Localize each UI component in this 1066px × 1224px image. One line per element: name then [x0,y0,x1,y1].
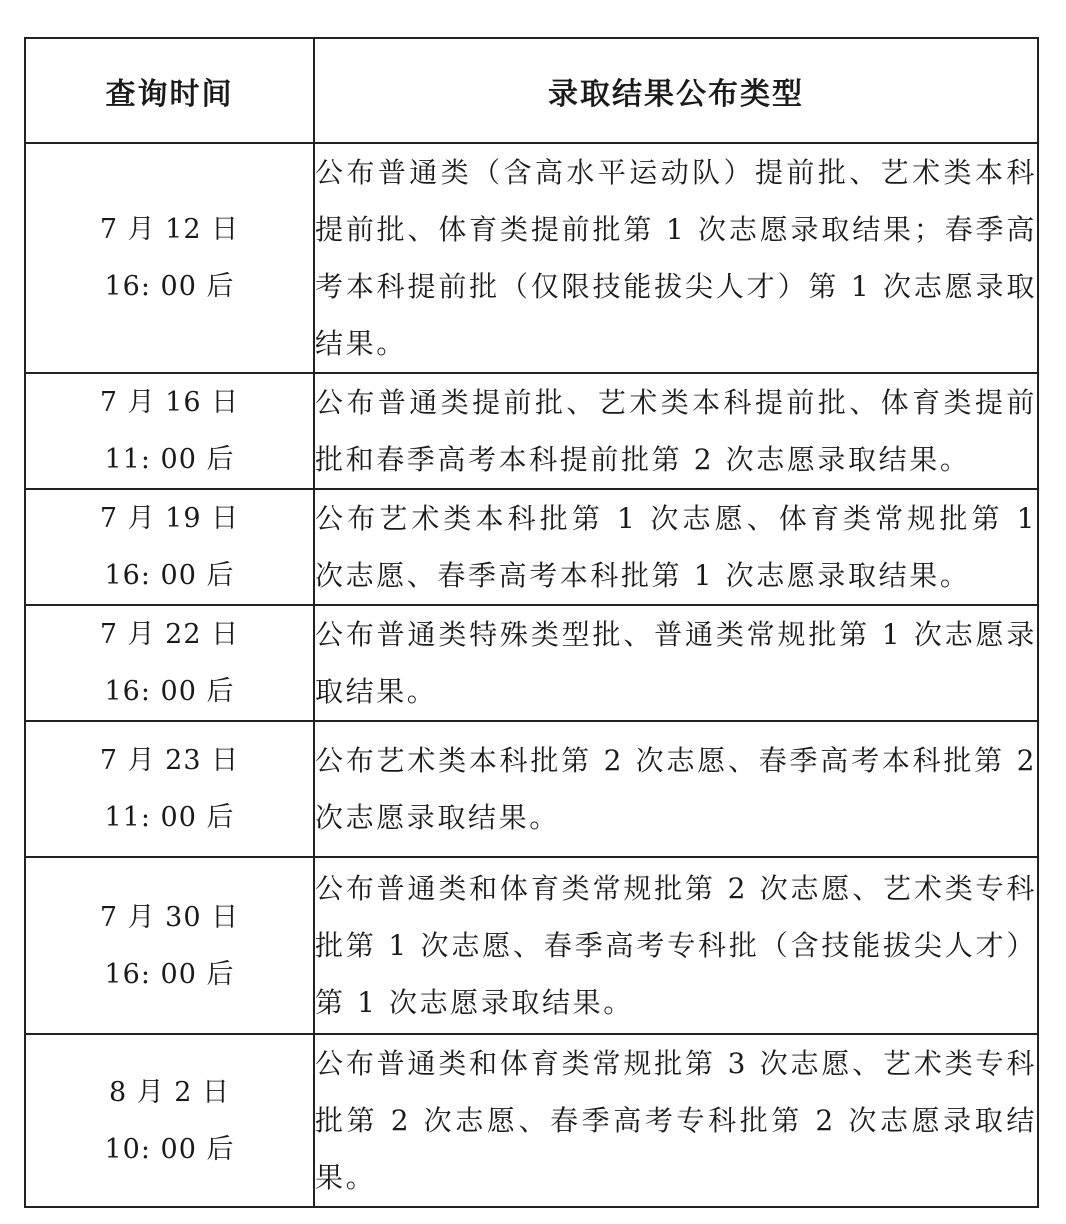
query-date: 7 月 22 日 [99,619,240,650]
query-hour: 16: 00 后 [104,271,235,302]
query-time-cell [25,373,314,489]
query-date: 8 月 2 日 [108,1076,231,1108]
query-time-cell [25,143,314,373]
query-hour: 16: 00 后 [104,676,235,707]
table-row [25,857,1038,1034]
query-date: 7 月 12 日 [99,214,240,245]
query-time-cell [25,489,314,605]
query-hour: 16: 00 后 [104,560,235,591]
query-hour: 11: 00 后 [104,802,235,833]
query-hour: 16: 00 后 [104,958,235,990]
query-date: 7 月 23 日 [99,745,240,776]
query-hour: 10: 00 后 [104,1133,235,1165]
table-row [25,605,1038,721]
query-hour: 11: 00 后 [104,444,235,475]
query-time-cell [25,1034,314,1207]
result-description: 公布普通类提前批、艺术类本科提前批、体育类提前批和春季高考本科提前批第 2 次志愿录取结果。 [314,373,1038,489]
query-time-cell [25,721,314,857]
result-description: 公布普通类（含高水平运动队）提前批、艺术类本科提前批、体育类提前批第 1 次志愿录取结果；春季高考本科提前批（仅限技能拔尖人才）第 1 次志愿录取结果。 [314,143,1038,373]
query-date: 7 月 16 日 [99,387,240,418]
table-row [25,721,1038,857]
table-row [25,143,1038,373]
query-time-cell [25,857,314,1034]
result-description: 公布艺术类本科批第 1 次志愿、体育类常规批第 1 次志愿、春季高考本科批第 1 次志愿录取结果。 [314,489,1038,605]
result-description: 公布普通类特殊类型批、普通类常规批第 1 次志愿录取结果。 [314,605,1038,721]
table-row [25,1034,1038,1207]
result-description: 公布普通类和体育类常规批第 2 次志愿、艺术类专科批第 1 次志愿、春季高考专科批（含技能拔尖人才）第 1 次志愿录取结果。 [314,857,1038,1034]
result-description: 公布普通类和体育类常规批第 3 次志愿、艺术类专科批第 2 次志愿、春季高考专科批第 2 次志愿录取结果。 [314,1034,1038,1207]
header-result-type: 录取结果公布类型 [314,38,1038,143]
table-header-row [25,38,1038,143]
query-date: 7 月 19 日 [99,503,240,534]
table-row [25,373,1038,489]
header-query-time: 查询时间 [25,38,314,143]
query-date: 7 月 30 日 [99,901,240,933]
admission-schedule-table [24,37,1039,1208]
query-time-cell [25,605,314,721]
result-description: 公布艺术类本科批第 2 次志愿、春季高考本科批第 2 次志愿录取结果。 [314,721,1038,857]
table-row [25,489,1038,605]
